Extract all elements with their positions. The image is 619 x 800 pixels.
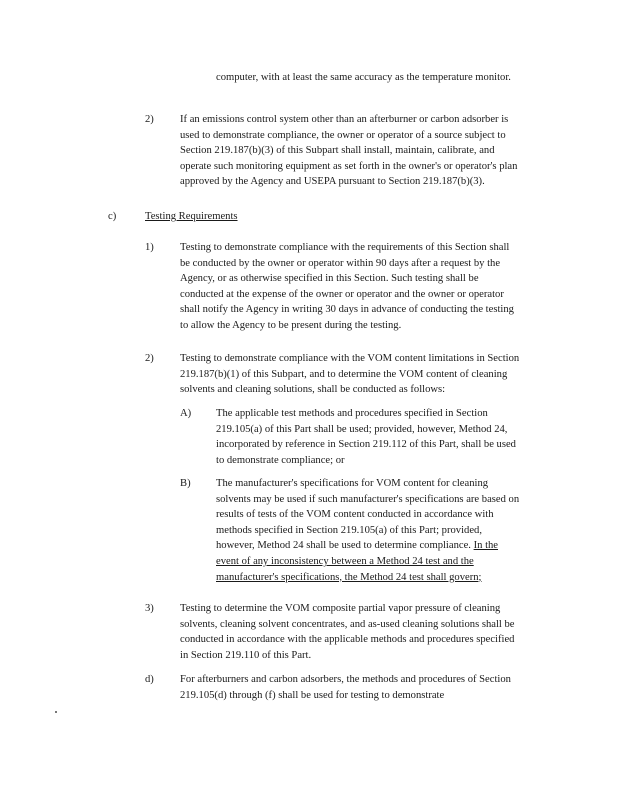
section-c-marker: c) [108, 211, 117, 222]
d-paragraph: For afterburners and carbon adsorbers, the methods and procedures of Section 219.105(d) through (f) shall be used for testing to demonstrate [180, 674, 511, 701]
d-marker: d) [145, 674, 154, 685]
c2B-paragraph [216, 476, 520, 585]
c2A-marker: A) [180, 408, 192, 419]
c3-marker: 3) [145, 603, 154, 614]
c2B-inserted-text: In the event of any inconsistency between a Method 24 test and the manufacturer's specifications, the Method 24 test shall govern; [216, 540, 499, 583]
c1-paragraph: Testing to demonstrate compliance with the requirements of this Section shall be conducted by the owner or operator within 90 days after a request by the Agency, or as otherwise specified in this Section. Such testing shall be conducted at the expense of the owner or operator and the owner or operator shall notify the Agency in writing 30 days in advance of conducting the testing to allow the Agency to be present during the testing. [180, 242, 514, 331]
c2A-paragraph: The applicable test methods and procedures specified in Section 219.105(a) of this Part shall be used; provided, however, Method 24, incorporated by reference in Section 219.112 of this Part, shall be used to demonstrate compliance; or [216, 408, 516, 466]
section-c-heading: Testing Requirements [145, 211, 238, 222]
item-2-paragraph: If an emissions control system other than an afterburner or carbon adsorber is used to demonstrate compliance, the owner or operator of a source subject to Section 219.187(b)(3) of this Subpart shall install, maintain, calibrate, and operate such monitoring equipment as set forth in the owner's or operator's plan approved by the Agency and USEPA pursuant to Section 219.187(b)(3). [180, 114, 518, 188]
c1-marker: 1) [145, 242, 154, 253]
c2-paragraph: Testing to demonstrate compliance with the VOM content limitations in Section 219.187(b)(1) of this Subpart, and to determine the VOM content of cleaning solvents and cleaning solutions, shall be conducted as follows: [180, 353, 520, 396]
c2B-text: The manufacturer's specifications for VOM content for cleaning solvents may be used if such manufacturer's specifications are based on results of tests of the VOM content conducted in accordance with methods specified in Section 219.105(a) of this Part; provided, however, Method 24 shall be used to determine compliance. [216, 478, 520, 552]
c2-marker: 2) [145, 353, 154, 364]
c2B-marker: B) [180, 478, 191, 489]
scan-speck [55, 711, 57, 713]
c3-paragraph: Testing to determine the VOM composite partial vapor pressure of cleaning solvents, cleaning solvent concentrates, and as-used cleaning solutions shall be conducted in accordance with the applicable methods and procedures specified in Section 219.110 of this Part. [180, 603, 515, 661]
continuation-paragraph: computer, with at least the same accuracy as the temperature monitor. [216, 72, 511, 83]
item-2-marker: 2) [145, 114, 154, 125]
